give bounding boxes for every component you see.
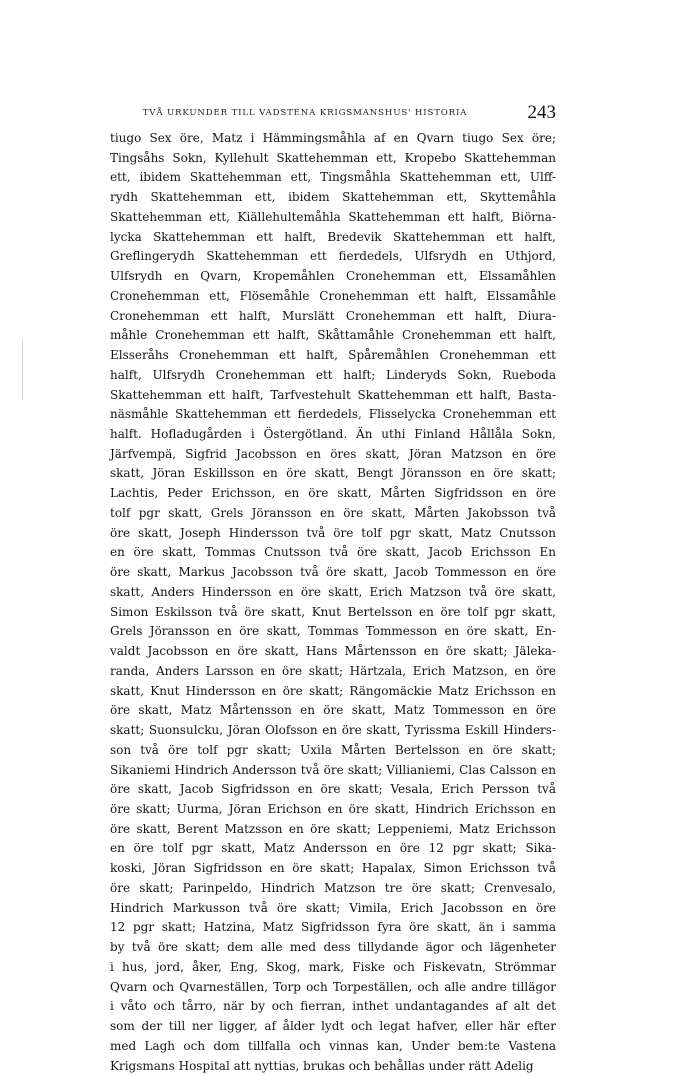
text-line: Tingsåhs Sokn, Kyllehult Skattehemman ett, Kropebo Skattehemman: [110, 150, 556, 165]
text-line: by två öre skatt; dem alle med dess tillydande ägor och lägenheter: [110, 940, 556, 955]
text-line: måhle Cronehemman ett halft, Skåttamåhle Cronehemman ett halft,: [110, 328, 556, 343]
text-line: lycka Skattehemman ett halft, Bredevik Skattehemman ett halft,: [110, 229, 556, 244]
text-line: koski, Jöran Sigfridsson en öre skatt; Hapalax, Simon Erichsson två: [110, 861, 556, 876]
text-line: Simon Eskilsson två öre skatt, Knut Bertelsson en öre tolf pgr skatt,: [110, 604, 556, 619]
text-line: Järfvempä, Sigfrid Jacobsson en öres skatt, Jöran Matzson en öre: [110, 446, 556, 461]
text-line: Krigsmans Hospital att nyttias, brukas och behållas under rätt Adelig: [110, 1058, 534, 1073]
text-line: skatt, Anders Hindersson en öre skatt, Erich Matzson två öre skatt,: [110, 584, 556, 599]
text-line: valdt Jacobsson en öre skatt, Hans Mårtensson en öre skatt; Jäleka-: [110, 644, 556, 659]
text-line: Grels Jöransson en öre skatt, Tommas Tommesson en öre skatt, En-: [110, 624, 556, 639]
text-line: med Lagh och dom tillfalla och vinnas kan, Under bem:te Vastena: [110, 1038, 556, 1053]
text-line: rydh Skattehemman ett, ibidem Skattehemman ett, Skyttemåhla: [110, 190, 556, 205]
text-line: öre skatt, Joseph Hindersson två öre tolf pgr skatt, Matz Cnutsson: [110, 525, 556, 540]
text-line: randa, Anders Larsson en öre skatt; Härtzala, Erich Matzson, en öre: [110, 663, 556, 678]
text-line: som der till ner ligger, af ålder lydt och legat hafver, eller här efter: [110, 1019, 556, 1034]
page-header: [110, 100, 556, 126]
text-line: Ulfsrydh en Qvarn, Kropemåhlen Cronehemman ett, Elssamåhlen: [110, 269, 556, 284]
text-line: Cronehemman ett, Flösemåhle Cronehemman ett halft, Elssamåhle: [110, 288, 556, 303]
text-line: skatt, Knut Hindersson en öre skatt; Rängomäckie Matz Erichsson en: [110, 683, 556, 698]
text-line: ett, ibidem Skattehemman ett, Tingsmåhla Skattehemman ett, Ulff-: [110, 170, 556, 185]
text-line: Qvarn och Qvarneställen, Torp och Torpeställen, och alle andre tillägor: [110, 979, 556, 994]
page-number: 243: [527, 102, 556, 123]
text-line: öre skatt; Parinpeldo, Hindrich Matzson tre öre skatt; Crenvesalo,: [110, 880, 556, 895]
text-line: öre skatt; Uurma, Jöran Erichson en öre skatt, Hindrich Erichsson en: [110, 801, 556, 816]
text-line: halft. Hofladugården i Östergötland. Än uthi Finland Hållåla Sokn,: [110, 427, 556, 442]
text-line: skatt, Jöran Eskillsson en öre skatt, Bengt Jöransson en öre skatt;: [110, 466, 556, 481]
text-line: öre skatt, Jacob Sigfridsson en öre skatt; Vesala, Erich Persson två: [110, 782, 556, 797]
text-line: i hus, jord, åker, Eng, Skog, mark, Fiske och Fiskevatn, Strömmar: [110, 959, 556, 974]
text-line: en öre skatt, Tommas Cnutsson två öre skatt, Jacob Erichsson En: [110, 545, 556, 560]
text-line: skatt; Suonsulcku, Jöran Olofsson en öre skatt, Tyrissma Eskill Hinders-: [110, 723, 556, 738]
text-line: Skattehemman ett, Kiällehultemåhla Skattehemman ett halft, Biörna-: [110, 209, 556, 224]
text-line: öre skatt, Markus Jacobsson två öre skatt, Jacob Tommesson en öre: [110, 565, 556, 580]
text-line: Hindrich Markusson två öre skatt; Vimila, Erich Jacobsson en öre: [110, 900, 556, 915]
text-line: Lachtis, Peder Erichsson, en öre skatt, Mårten Sigfridsson en öre: [110, 486, 556, 501]
body-text: [110, 129, 556, 1076]
text-line: Cronehemman ett halft, Murslätt Cronehemman ett halft, Diura-: [110, 308, 556, 323]
text-line: Sikaniemi Hindrich Andersson två öre skatt; Villianiemi, Clas Calsson en: [110, 762, 556, 777]
text-line: Greflingerydh Skattehemman ett fierdedels, Ulfsrydh en Uthjord,: [110, 249, 556, 264]
text-line: Skattehemman ett halft, Tarfvestehult Skattehemman ett halft, Basta-: [110, 387, 556, 402]
text-line: 12 pgr skatt; Hatzina, Matz Sigfridsson fyra öre skatt, än i samma: [110, 920, 556, 935]
margin-rule: [22, 340, 23, 400]
text-line: tolf pgr skatt, Grels Jöransson en öre skatt, Mårten Jakobsson två: [110, 505, 556, 520]
text-line: halft, Ulfsrydh Cronehemman ett halft; Linderyds Sokn, Rueboda: [110, 367, 556, 382]
text-line: näsmåhle Skattehemman ett fierdedels, Flisselycka Cronehemman ett: [110, 407, 556, 422]
text-line: tiugo Sex öre, Matz i Hämmingsmåhla af en Qvarn tiugo Sex öre;: [110, 131, 556, 145]
running-title: TVÅ URKUNDER TILL VADSTENA KRIGSMANSHUS' HISTORIA: [142, 108, 468, 118]
text-line: son två öre tolf pgr skatt; Uxila Mårten Bertelsson en öre skatt;: [110, 742, 556, 757]
text-line: öre skatt, Berent Matzsson en öre skatt; Leppeniemi, Matz Erichsson: [110, 821, 556, 836]
text-line: i våto och tårro, när by och fierran, inthet undantagandes af alt det: [110, 999, 556, 1014]
text-line: öre skatt, Matz Mårtensson en öre skatt, Matz Tommesson en öre: [110, 703, 556, 718]
text-line: en öre tolf pgr skatt, Matz Andersson en öre 12 pgr skatt; Sika-: [110, 841, 556, 856]
text-line: Elsseråhs Cronehemman ett halft, Spåremåhlen Cronehemman ett: [110, 348, 556, 363]
